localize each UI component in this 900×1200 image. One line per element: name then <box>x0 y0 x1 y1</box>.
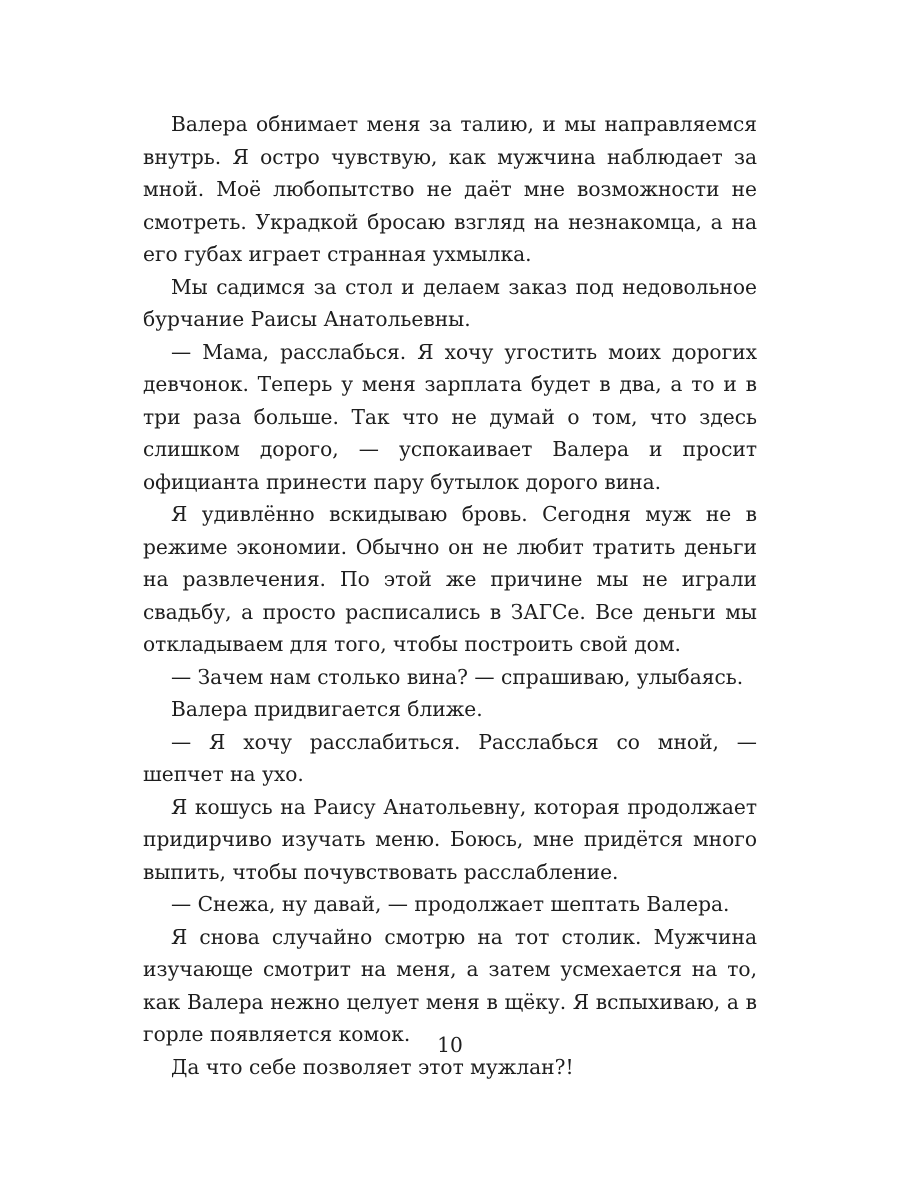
paragraph: Мы садимся за стол и делаем заказ под недовольное бурчание Раисы Анатольевны. <box>143 274 757 331</box>
paragraph: Я удивлённо вскидываю бровь. Сегодня муж не в режиме экономии. Обычно он не любит тратить деньги на развлечения. По этой же причине мы не играли свадьбу, а просто расписались в ЗАГСе. Все деньги мы откладываем для того, чтобы построить свой дом. <box>143 502 757 656</box>
body-text <box>143 108 757 1083</box>
paragraph: Я снова случайно смотрю на тот столик. Мужчина изучающе смотрит на меня, а затем усмехается на то, как Валера нежно целует меня в щёку. Я вспыхиваю, а в горле появляется комок. <box>143 924 757 1046</box>
paragraph: — Зачем нам столько вина? — спрашиваю, улыбаясь. <box>171 664 744 689</box>
paragraph: Да что себе позволяет этот мужлан?! <box>171 1054 574 1079</box>
paragraph: — Снежа, ну давай, — продолжает шептать Валера. <box>171 892 730 916</box>
paragraph: Я кошусь на Раису Анатольевну, которая продолжает придирчиво изучать меню. Боюсь, мне придётся много выпить, чтобы почувствовать расслабление. <box>143 794 757 884</box>
paragraph: Валера придвигается ближе. <box>171 697 483 721</box>
paragraph: — Я хочу расслабиться. Расслабься со мной, — шепчет на ухо. <box>143 729 757 786</box>
paragraph: — Мама, расслабься. Я хочу угостить моих дорогих девчонок. Теперь у меня зарплата будет в два, а то и в три раза больше. Так что не думай о том, что здесь слишком дорого, — успокаивает Валера и просит официанта принести пару бутылок дорого вина. <box>143 339 757 494</box>
paragraph: Валера обнимает меня за талию, и мы направляемся внутрь. Я остро чувствую, как мужчина наблюдает за мной. Моё любопытство не даёт мне возможности не смотреть. Украдкой бросаю взгляд на незнакомца, а на его губах играет странная ухмылка. <box>143 112 757 266</box>
page-number: 10 <box>437 1033 463 1057</box>
